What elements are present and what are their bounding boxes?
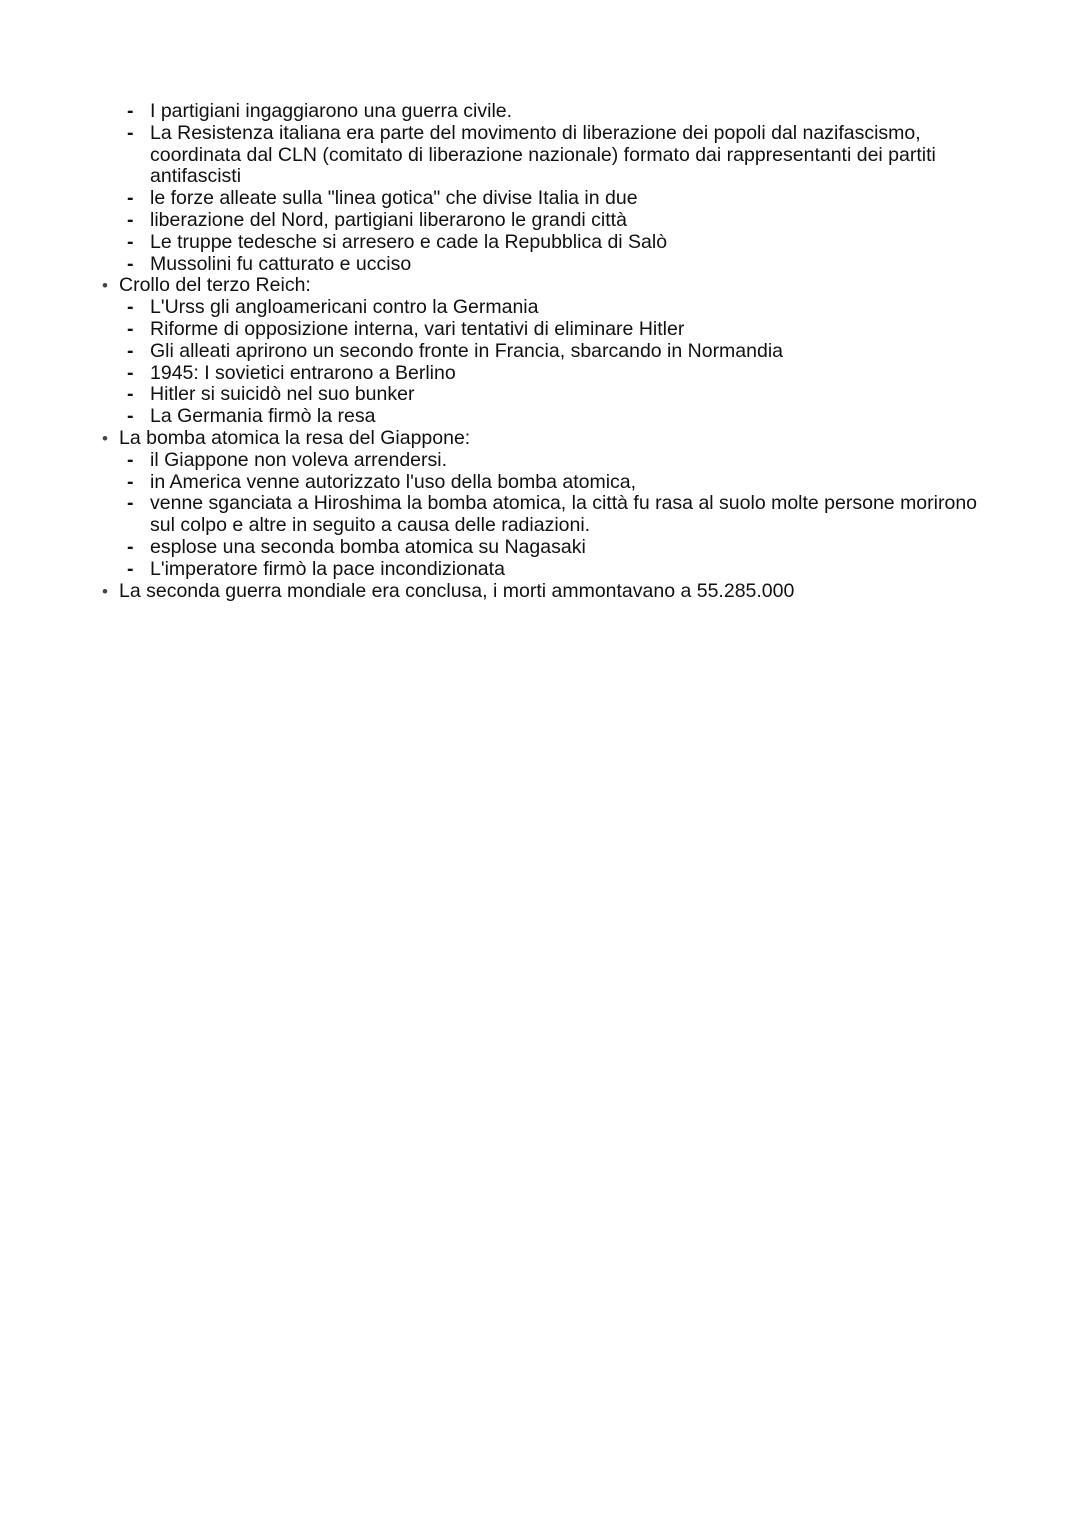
list-item: - La Germania firmò la resa	[150, 406, 1000, 428]
list-item: - Le truppe tedesche si arresero e cade la Repubblica di Salò	[150, 232, 1000, 254]
list-item: - venne sganciata a Hiroshima la bomba atomica, la città fu rasa al suolo molte persone morirono sul colpo e altre in seguito a causa delle radiazioni.	[150, 493, 1000, 537]
list-item: - esplose una seconda bomba atomica su Nagasaki	[150, 537, 1000, 559]
list-item: - L'imperatore firmò la pace incondizionata	[150, 559, 1000, 581]
section-dash-list	[100, 297, 1000, 428]
list-item: - Hitler si suicidò nel suo bunker	[150, 384, 1000, 406]
list-item: - liberazione del Nord, partigiani liberarono le grandi città	[150, 210, 1000, 232]
intro-dash-list	[100, 101, 1000, 275]
section-title: La seconda guerra mondiale era conclusa, i morti ammontavano a 55.285.000	[119, 579, 795, 602]
list-item: - La Resistenza italiana era parte del movimento di liberazione dei popoli dal nazifascismo, coordinata dal CLN (comitato di liberazione nazionale) formato dai rappresentanti dei partiti antifascisti	[150, 123, 1000, 188]
section-dash-list	[100, 450, 1000, 581]
section-title: Crollo del terzo Reich:	[119, 274, 311, 297]
list-item: - il Giappone non voleva arrendersi.	[150, 450, 1000, 472]
list-item: - L'Urss gli angloamericani contro la Germania	[150, 297, 1000, 319]
list-item: - Mussolini fu catturato e ucciso	[150, 254, 1000, 276]
sections-bullet-list	[100, 275, 1000, 602]
section-bomba-atomica	[100, 428, 1000, 581]
list-item: - Riforme di opposizione interna, vari tentativi di eliminare Hitler	[150, 319, 1000, 341]
list-item: - Gli alleati aprirono un secondo fronte in Francia, sbarcando in Normandia	[150, 341, 1000, 363]
list-item: - 1945: I sovietici entrarono a Berlino	[150, 363, 1000, 385]
section-conclusione	[100, 581, 1000, 603]
notes-content	[100, 101, 1000, 602]
list-item: - in America venne autorizzato l'uso della bomba atomica,	[150, 472, 1000, 494]
list-item: - I partigiani ingaggiarono una guerra civile.	[150, 101, 1000, 123]
list-item: - le forze alleate sulla "linea gotica" che divise Italia in due	[150, 188, 1000, 210]
section-crollo-terzo-reich	[100, 275, 1000, 428]
section-title: La bomba atomica la resa del Giappone:	[119, 426, 471, 449]
